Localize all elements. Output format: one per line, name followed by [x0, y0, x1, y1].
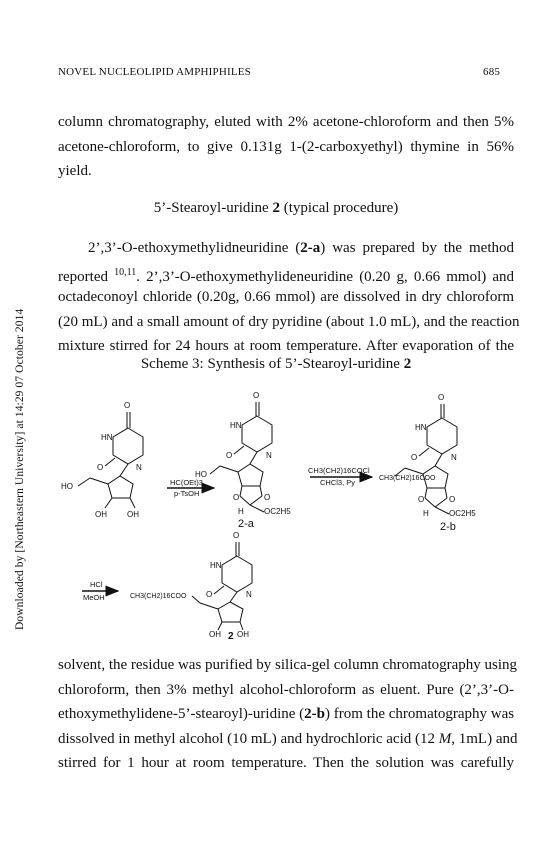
reagent-1-top: HC(OEt)3	[170, 478, 203, 487]
svg-text:HO: HO	[61, 482, 73, 491]
paragraph-workup	[58, 653, 518, 776]
reagent-1-bottom: p-TsOH	[174, 489, 200, 498]
text-line: mixture stirred for 24 hours at room temperature. After evaporation of the	[58, 338, 514, 354]
text-line: octadeconoyl chloride (0.20g, 0.66 mmol) are dissolved in dry chloroform	[58, 289, 514, 305]
svg-text:O: O	[124, 401, 131, 410]
text-line: acetone-chloroform, to give 0.131g 1-(2-carboxyethyl) thymine in 56%	[58, 138, 514, 155]
section-heading-suffix: (typical procedure)	[279, 200, 399, 216]
text-line: chloroform, then 3% methyl alcohol-chloroform as eluent. Pure (2’,3’-O-	[58, 681, 514, 698]
molecule-2	[192, 542, 252, 630]
paragraph-procedure	[58, 236, 520, 359]
page-number: 685	[483, 66, 501, 78]
text-line: yield.	[58, 163, 92, 179]
section-heading-text: 5’-Stearoyl-uridine	[153, 200, 273, 216]
text-line: solvent, the residue was purified by silica-gel column chromatography using	[58, 657, 518, 673]
svg-text:HN: HN	[101, 433, 113, 442]
molecule-uridine	[78, 412, 143, 508]
compound-label-2: 2	[228, 631, 234, 640]
text-line: reported $^{10,11}$. 2’,3’-O-ethoxymethylideneuridine (0.20 g, 0.66 mmol) and	[58, 266, 514, 285]
paragraph-continuation	[58, 110, 514, 184]
reagent-2-bottom: CHCl3, Py	[320, 478, 356, 487]
reagent-3-top: HCl	[90, 580, 103, 589]
svg-text:O: O	[226, 451, 233, 460]
text-line: dissolved in methyl alcohol (10 mL) and hydrochloric acid (12 M, 1mL) and	[58, 730, 518, 747]
molecule-2b	[395, 404, 457, 514]
svg-text:H: H	[423, 509, 429, 518]
svg-text:O: O	[233, 531, 240, 540]
running-header-title: NOVEL NUCLEOLIPID AMPHIPHILES	[58, 66, 251, 78]
compound-label-2a: 2-a	[238, 518, 254, 530]
svg-text:N: N	[266, 451, 272, 460]
svg-text:O: O	[233, 493, 240, 502]
scheme-title: Scheme 3: Synthesis of 5’-Stearoyl-uridine 2	[140, 356, 412, 372]
svg-text:OC2H5: OC2H5	[264, 507, 291, 516]
svg-text:OH: OH	[127, 510, 139, 519]
svg-text:O: O	[97, 463, 104, 472]
section-heading	[0, 200, 552, 217]
svg-text:OC2H5: OC2H5	[449, 509, 476, 518]
svg-text:OH: OH	[95, 510, 107, 519]
text-line: stirred for 1 hour at room temperature. Then the solution was carefully	[58, 755, 514, 771]
text-line: column chromatography, eluted with 2% acetone-chloroform and then 5%	[58, 114, 514, 130]
svg-text:O: O	[438, 393, 445, 402]
svg-text:H: H	[238, 507, 244, 516]
reagent-3-bottom: MeOH	[83, 593, 105, 602]
text-line: 2’,3’-O-ethoxymethylidneuridine (2-a) was prepared by the method	[88, 240, 514, 256]
svg-text:HN: HN	[415, 423, 427, 432]
download-watermark: Downloaded by [Northeastern University] at 14:29 07 October 2014	[14, 308, 26, 630]
text-line: ethoxymethylidene-5’-stearoyl)-uridine (2-b) from the chromatography was	[58, 706, 515, 722]
compound-number: 2	[272, 200, 280, 216]
reagent-2-top: CH3(CH2)16COCl	[308, 466, 370, 475]
svg-text:O: O	[449, 495, 456, 504]
text-line: (20 mL) and a small amount of dry pyridine (about 1.0 mL), and the reaction	[58, 313, 520, 330]
svg-text:OH: OH	[209, 630, 221, 639]
svg-text:O: O	[411, 453, 418, 462]
svg-text:CH3(CH2)16COO: CH3(CH2)16COO	[130, 593, 187, 600]
svg-text:CH3(CH2)16COO: CH3(CH2)16COO	[379, 475, 436, 482]
svg-text:HN: HN	[230, 421, 242, 430]
svg-text:O: O	[253, 391, 260, 400]
compound-label-2b: 2-b	[440, 521, 456, 533]
svg-text:OH: OH	[237, 630, 249, 639]
citation-superscript: 10,11	[114, 266, 137, 278]
molecule-2a	[210, 402, 272, 512]
svg-text:HO: HO	[195, 470, 207, 479]
reaction-scheme	[0, 390, 552, 640]
svg-text:O: O	[264, 493, 271, 502]
svg-text:O: O	[206, 590, 213, 599]
svg-text:O: O	[418, 495, 425, 504]
svg-text:N: N	[451, 453, 457, 462]
svg-text:N: N	[246, 590, 252, 599]
svg-text:HN: HN	[210, 561, 222, 570]
svg-text:N: N	[136, 463, 142, 472]
